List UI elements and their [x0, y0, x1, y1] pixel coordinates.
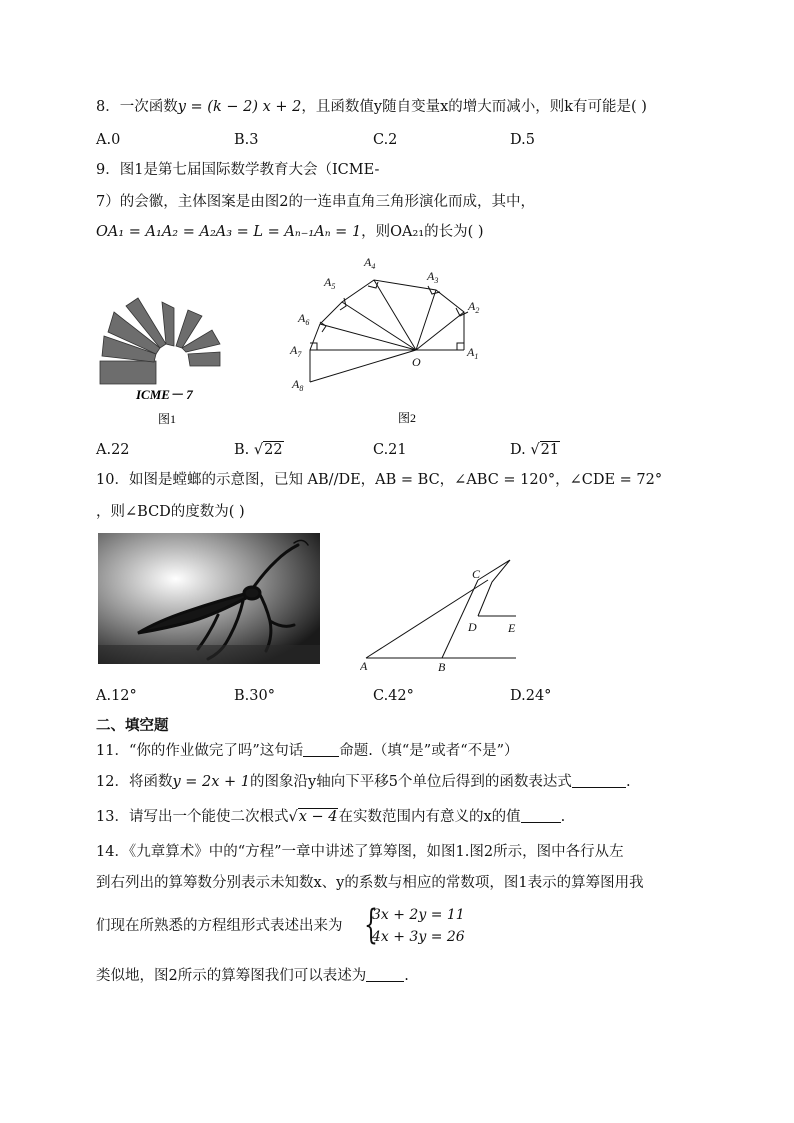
label-a1: $A_1$ — [467, 345, 479, 361]
segment-o-a5 — [342, 302, 416, 350]
q12-pre: 12．将函数 — [96, 774, 173, 790]
equation-system — [372, 904, 465, 948]
label-a2: $A_2$ — [468, 299, 480, 315]
q14-line1: 14．《九章算术》中的“方程”一章中讲述了算筹图，如图1.图2所示，图中各行从左 — [96, 844, 624, 860]
q8-option-d[interactable]: D.5 — [510, 132, 535, 148]
line-bc — [442, 580, 478, 658]
q13-stem: 13．请写出一个能使二次根式√x − 4在实数范围内有意义的x的值 . — [96, 809, 566, 825]
fig1-caption: ICME－ 7 — [136, 387, 193, 402]
point-b: B — [438, 660, 446, 674]
q13-radicand: x − 4 — [298, 809, 338, 825]
q8-formula: y = (k − 2) x + 2 — [177, 99, 302, 115]
q9-option-b[interactable]: B. √22 — [234, 442, 283, 458]
q14-line3: 们现在所熟悉的方程组形式表述出来为 — [96, 918, 343, 934]
label-a7: $A_7$ — [290, 343, 302, 359]
q11-pre: 11．“你的作业做完了吗”这句话 — [96, 743, 304, 759]
q8-stem — [96, 97, 647, 117]
q8-option-b[interactable]: B.3 — [234, 132, 259, 148]
q12-formula: y = 2x + 1 — [172, 774, 251, 790]
q14-answer-blank[interactable] — [366, 967, 404, 982]
q10-option-b[interactable]: B.30° — [234, 688, 275, 704]
label-o: O — [412, 355, 421, 369]
q13-pre: 13．请写出一个能使二次根式 — [96, 809, 289, 825]
logo-triangle-8 — [188, 352, 220, 366]
right-angle-a1 — [457, 343, 464, 350]
q10-option-a[interactable]: A.12° — [96, 688, 137, 704]
segment-o-a8 — [310, 350, 416, 382]
q9-option-b-radicand: 22 — [264, 442, 283, 458]
segment-o-a6 — [320, 324, 416, 350]
q14-line2: 到右列出的算筹数分别表示未知数x、y的系数与相应的常数项，图1表示的算筹图用我 — [96, 875, 644, 891]
label-a3: $A_3$ — [427, 269, 439, 285]
mantis-photo — [98, 533, 320, 664]
point-c: C — [472, 567, 481, 581]
label-a6: $A_6$ — [298, 311, 310, 327]
q12-stem — [96, 772, 631, 792]
q8-pre: 8．一次函数 — [96, 99, 178, 115]
label-a4: $A_4$ — [364, 255, 376, 271]
point-e: E — [508, 621, 516, 635]
right-angle-a2 — [456, 308, 468, 316]
q9-formula: OA₁ = A₁A₂ = A₂A₃ = L = Aₙ₋₁Aₙ = 1 — [96, 224, 362, 240]
equation-1: 3x + 2y = 11 — [372, 907, 465, 923]
spiral-triangles-figure — [286, 252, 496, 430]
q10-line1: 10．如图是螳螂的示意图，已知 AB//DE，AB = BC，∠ABC = 120°，∠CDE = 72° — [96, 472, 663, 488]
photo-ground — [98, 645, 320, 664]
system-brace: { — [364, 902, 378, 948]
q12-post: . — [625, 774, 631, 790]
q12-mid: 的图象沿y轴向下平移5个单位后得到的函数表达式 — [250, 774, 572, 790]
q14-line4: 类似地，图2所示的算筹图我们可以表述为 . — [96, 968, 409, 984]
q9-option-d[interactable]: D. √21 — [510, 442, 560, 458]
point-d: D — [468, 620, 477, 634]
segment-cd — [478, 560, 510, 616]
logo-triangle-5 — [162, 302, 174, 346]
logo-triangle-1 — [100, 361, 156, 384]
q8-option-a[interactable]: A.0 — [96, 132, 121, 148]
q9-line2: 7）的会徽，主体图案是由图2的一连串直角三角形演化而成，其中， — [96, 194, 535, 210]
q11-stem — [96, 741, 519, 761]
q9-line3 — [96, 222, 484, 242]
segment-o-a4 — [374, 280, 416, 350]
label-a8: $A_8$ — [292, 377, 304, 393]
q8-post: ，且函数值y随自变量x的增大而减小，则k有可能是( ) — [301, 99, 647, 115]
segment-o-a3 — [416, 290, 436, 350]
icme-logo-figure — [96, 296, 236, 426]
q10-option-d[interactable]: D.24° — [510, 688, 552, 704]
line-ac — [366, 580, 488, 658]
fig2-label: 图2 — [398, 411, 417, 425]
q9-option-c[interactable]: C.21 — [373, 442, 407, 458]
fig1-label: 图1 — [158, 412, 177, 426]
q10-option-c[interactable]: C.42° — [373, 688, 414, 704]
q13-mid: 在实数范围内有意义的x的值 — [338, 809, 521, 825]
q8-option-c[interactable]: C.2 — [373, 132, 398, 148]
q11-post: 命题.（填“是”或者“不是”） — [339, 743, 519, 759]
q10-geometry-figure — [360, 558, 524, 674]
section-fill-in-title: 二、填空题 — [96, 717, 169, 734]
q9-line1: 9．图1是第七届国际数学教育大会（ICME- — [96, 162, 380, 178]
q9-post: ，则OA₂₁的长为( ) — [361, 224, 484, 240]
q13-answer-blank[interactable] — [521, 808, 561, 823]
q9-option-d-radicand: 21 — [540, 442, 560, 458]
point-a: A — [360, 659, 368, 673]
equation-2: 4x + 3y = 26 — [372, 929, 465, 945]
q11-answer-blank[interactable] — [303, 742, 339, 757]
q13-post: . — [560, 809, 566, 825]
label-a5: $A_5$ — [324, 275, 336, 291]
q12-answer-blank[interactable] — [572, 773, 626, 788]
q9-option-a[interactable]: A.22 — [96, 442, 130, 458]
q10-line2: ，则∠BCD的度数为( ) — [96, 504, 245, 520]
